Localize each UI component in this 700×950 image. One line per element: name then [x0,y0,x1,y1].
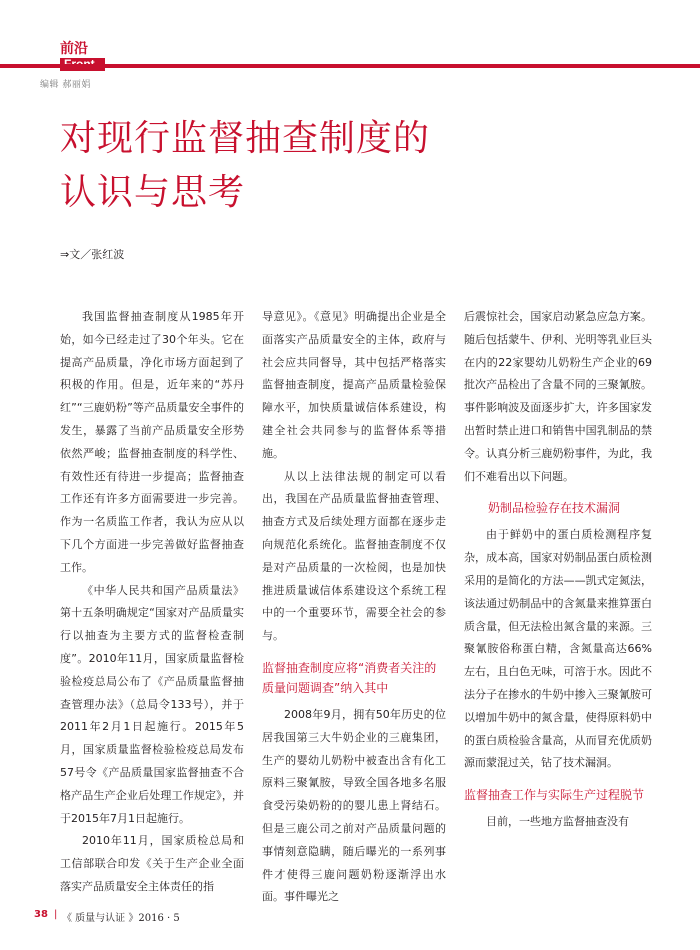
paragraph: 从以上法律法规的制定可以看出，我国在产品质量监督抽查管理、抽查方式及后续处理方面都在逐步走向规范化系统化。监督抽查制度不仅是对产品质量的一次检阅，也是加快推进质量诚信体系建设这个系统工程中的一个重要环节，需要全社会的参与。 [262,469,446,643]
paragraph: 《中华人民共和国产品质量法》第十五条明确规定“国家对产品质量实行以抽查为主要方式的监督检查制度”。2010年11月，国家质量监督检验检疫总局公布了《产品质量监督抽查管理办法》（总局令133号），并于2011年2月1日起施行。2015年5月，国家质量监督检验检疫总局发布57号令《产品质量国家监督抽查不合格产品生产企业后处理工作规定》，并于2015年7月1日起施行。 [60,583,244,825]
paragraph: 后震惊社会，国家启动紧急应急方案。随后包括蒙牛、伊利、光明等乳业巨头在内的22家婴幼儿奶粉生产企业的69批次产品检出了含量不同的三聚氰胺。事件影响波及面逐步扩大，许多国家发出暂时禁止进口和销售中国乳制品的禁令。认真分析三鹿奶粉事件，为此，我们不难看出以下问题。 [464,310,652,483]
text-column-2 [262,306,446,909]
title-line-1: 对现行监督抽查制度的 [60,118,431,159]
section-heading: 奶制品检验存在技术漏洞 [488,501,621,516]
section-title: 前沿 [60,41,88,57]
title-line-2: 认识与思考 [60,172,246,213]
paragraph: 由于鲜奶中的蛋白质检测程序复杂，成本高，国家对奶制品蛋白质检测采用的是简化的方法——凯式定氮法，该法通过奶制品中的含氮量来推算蛋白质含量，但无法检出氮含量的来源。三聚氰胺俗称蛋白精，含氮量高达66%左右，且白色无味，可溶于水。因此不法分子在掺水的牛奶中掺入三聚氰胺可以增加牛奶中的氮含量，使得原料奶中的蛋白质检验含量高，从而冒充优质奶源而蒙混过关，钻了技术漏洞。 [464,528,652,770]
header-divider [0,64,700,68]
section-heading: 监督抽查工作与实际生产过程脱节 [464,788,645,803]
footer-separator: | [54,909,58,920]
journal-issue: 《 质量与认证 》2016 · 5 [62,913,180,924]
text-column-1 [60,306,244,899]
paragraph: 我国监督抽查制度从1985年开始，如今已经走过了30个年头。它在提高产品质量，净化市场方面起到了积极的作用。但是，近年来的“苏丹红”“三鹿奶粉”等产品质量安全事件的发生，暴露了当前产品质量安全形势依然严峻；监督抽查制度的科学性、有效性还有待进一步提高；监督抽查工作还有许多方面需要进一步完善。作为一名质监工作者，我认为应从以下几个方面进一步完善做好监督抽查工作。 [60,310,244,574]
article-title [60,112,620,220]
paragraph: 2008年9月，拥有50年历史的位居我国第三大牛奶企业的三鹿集团，生产的婴幼儿奶粉中被查出含有化工原料三聚氰胺，导致全国各地多名服食受污染奶粉的的婴儿患上肾结石。但是三鹿公司之前对产品质量问题的事情刻意隐瞒，随后曝光的一系列事件才使得三鹿问题奶粉逐渐浮出水面。事件曝光之 [262,707,446,904]
paragraph: 2010年11月，国家质检总局和工信部联合印发《关于生产企业全面落实产品质量安全主体责任的指 [60,834,244,893]
page-number: 38 [34,909,48,920]
editor-credit: 编辑 郝丽娟 [40,80,91,90]
text-column-3 [464,306,652,834]
paragraph: 目前，一些地方监督抽查没有 [486,815,629,829]
section-heading: 监督抽查制度应将“消费者关注的质量问题调查”纳入其中 [262,660,437,695]
paragraph: 导意见》。《意见》明确提出企业是全面落实产品质量安全的主体，政府与社会应共同督导，其中包括严格落实监督抽查制度，提高产品质量检验保障水平，加快质量诚信体系建设，构建全社会共同参与的监督体系等措施。 [262,310,446,460]
author-byline: ⇒文／张红波 [60,248,125,261]
